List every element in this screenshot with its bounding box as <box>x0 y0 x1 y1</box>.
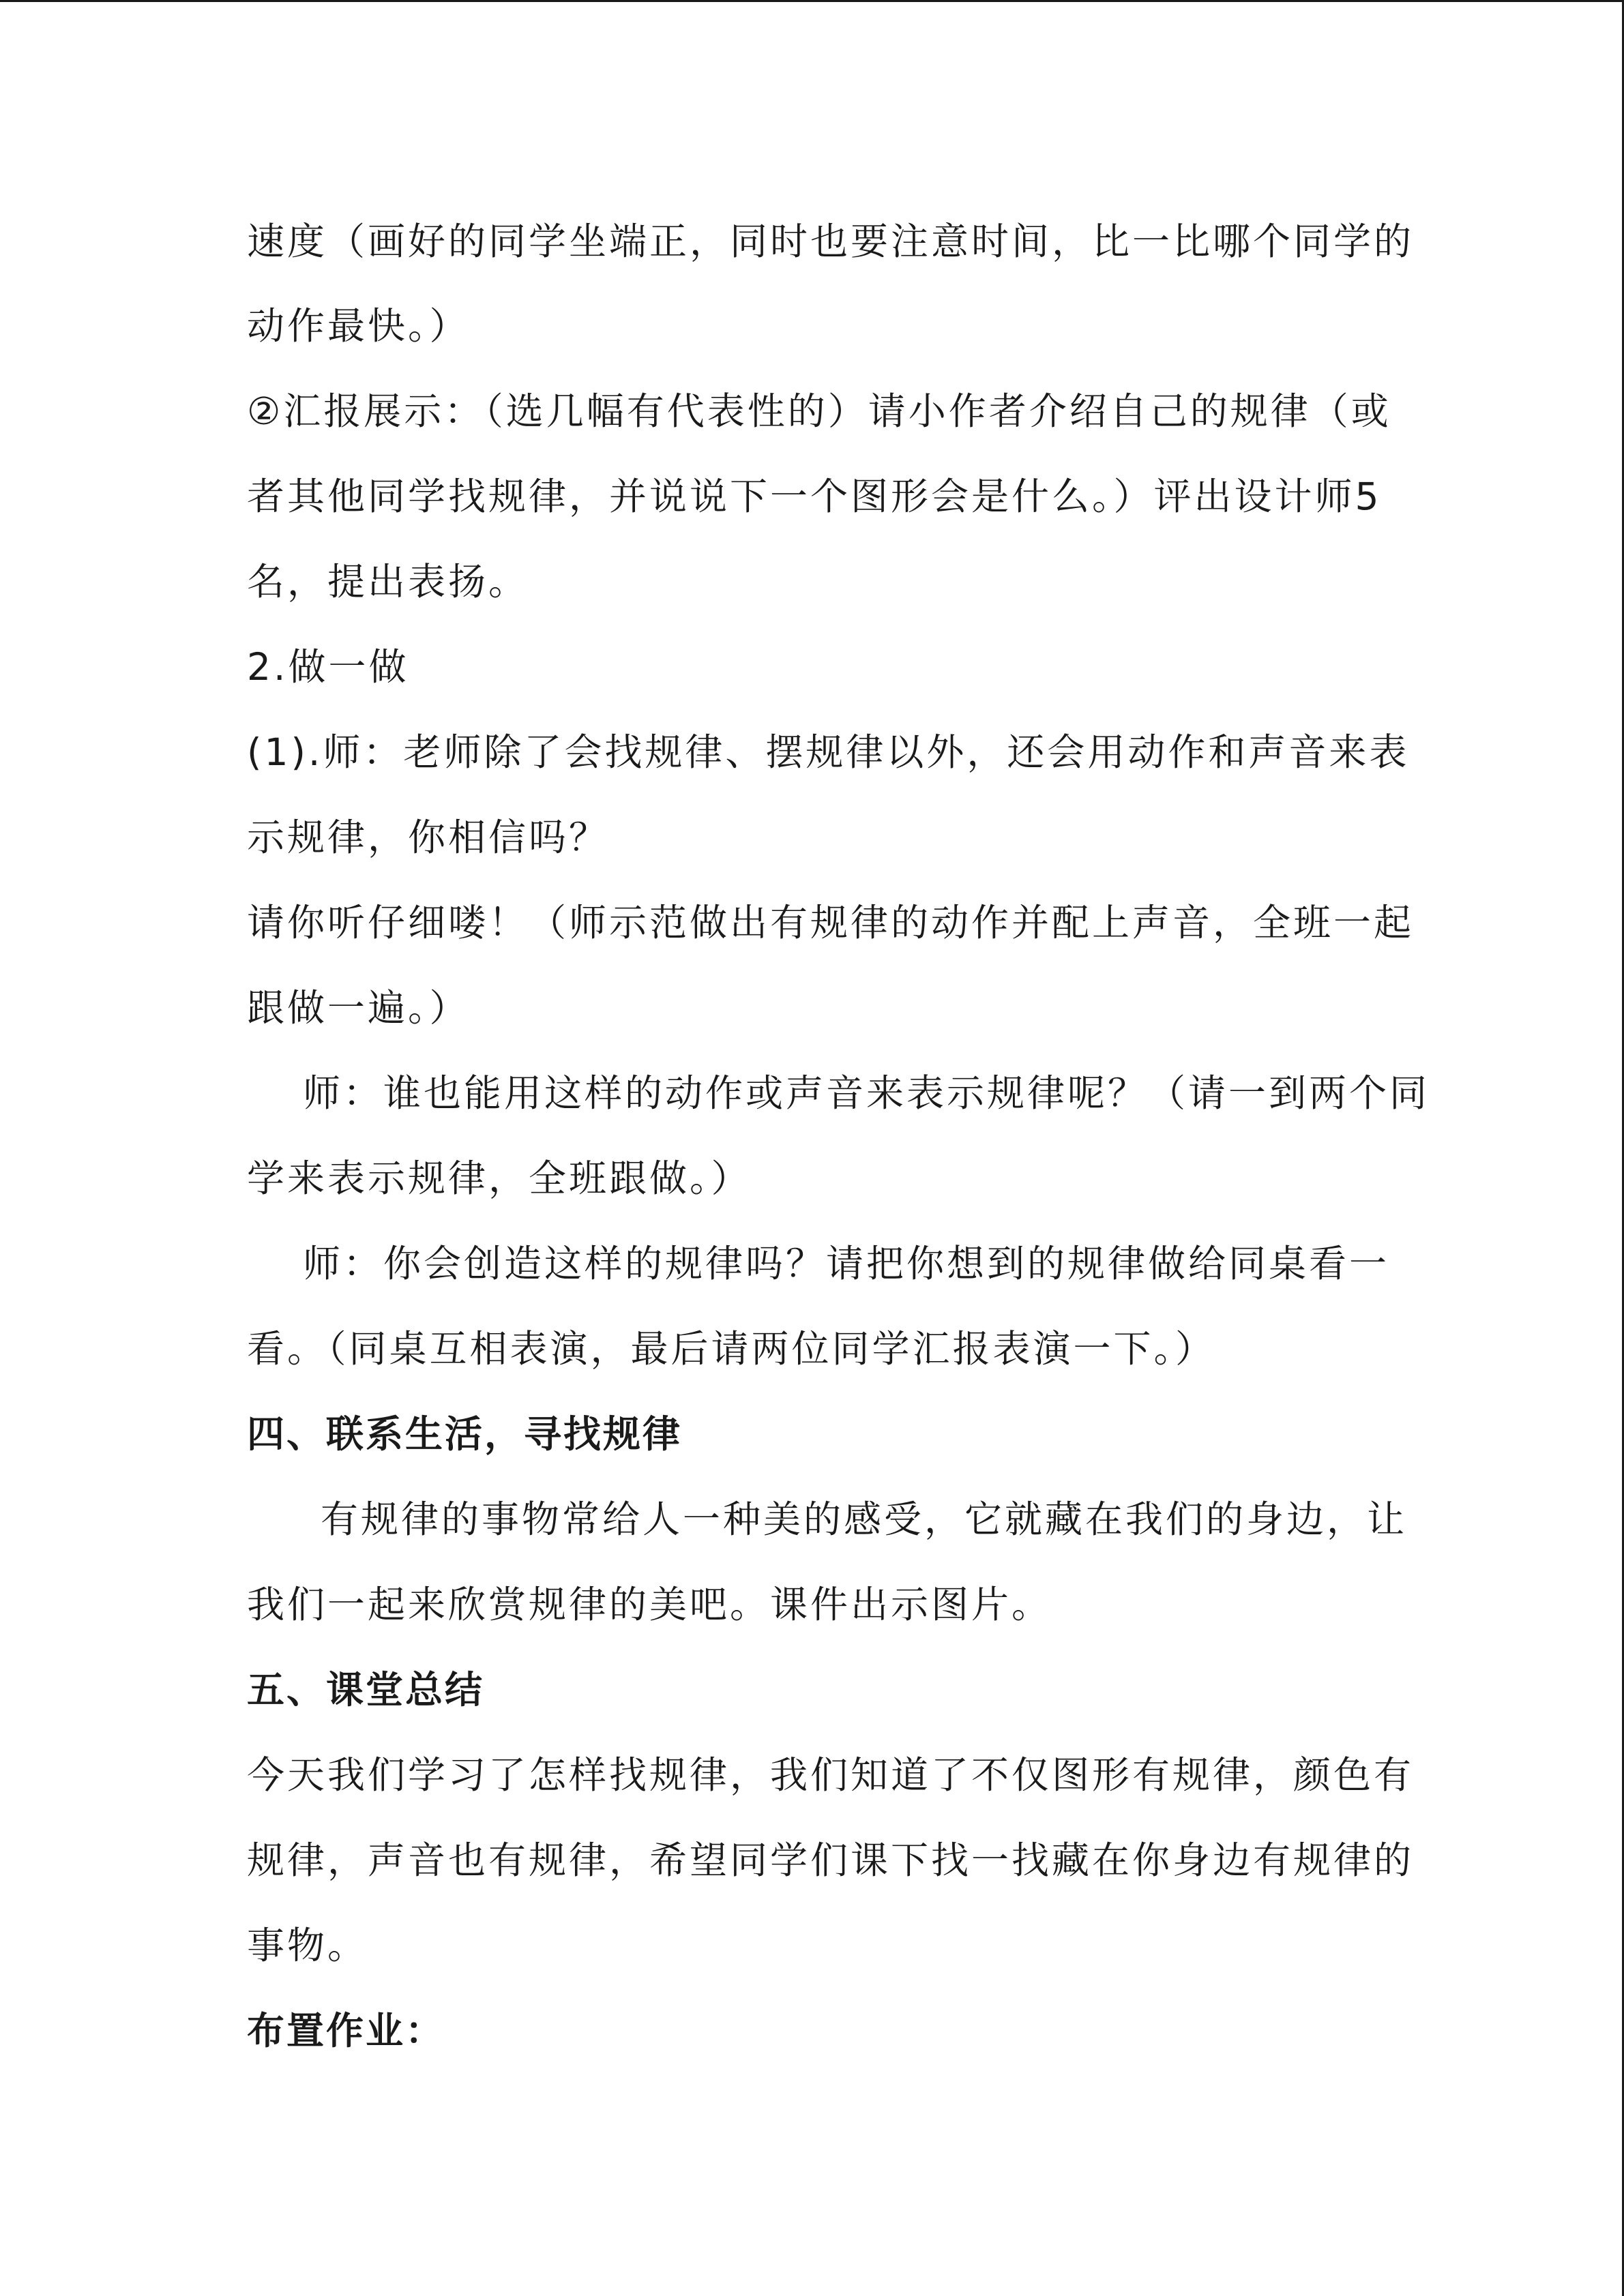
section-heading: 五、课堂总结 <box>247 1668 485 1712</box>
body-line: 速度（画好的同学坐端正，同时也要注意时间，比一比哪个同学的 <box>247 220 1415 263</box>
body-line: 我们一起来欣赏规律的美吧。课件出示图片。 <box>247 1583 1052 1626</box>
body-line: 动作最快。） <box>247 304 470 348</box>
body-line: (1).师：老师除了会找规律、摆规律以外，还会用动作和声音来表 <box>247 730 1410 774</box>
body-line: 名，提出表扬。 <box>247 560 529 603</box>
body-line: 师：谁也能用这样的动作或声音来表示规律呢？（请一到两个同 <box>303 1071 1430 1115</box>
body-line: 示规律，你相信吗？ <box>247 816 610 859</box>
body-line: 有规律的事物常给人一种美的感受，它就藏在我们的身边，让 <box>321 1497 1408 1541</box>
body-line: 学来表示规律，全班跟做。） <box>247 1157 752 1200</box>
section-heading: 四、联系生活，寻找规律 <box>247 1412 683 1456</box>
body-line: 今天我们学习了怎样找规律，我们知道了不仅图形有规律，颜色有 <box>247 1753 1415 1797</box>
section-subheading: 2.做一做 <box>247 645 409 689</box>
body-line: 师：你会创造这样的规律吗？请把你想到的规律做给同桌看一 <box>303 1242 1390 1285</box>
body-line: 事物。 <box>247 1924 368 1967</box>
body-line: ②汇报展示：（选几幅有代表性的）请小作者介绍自己的规律（或 <box>247 389 1391 433</box>
body-line: 请你听仔细喽！（师示范做出有规律的动作并配上声音，全班一起 <box>247 901 1415 944</box>
body-line: 规律，声音也有规律，希望同学们课下找一找藏在你身边有规律的 <box>247 1838 1415 1882</box>
section-heading: 布置作业： <box>247 2009 445 2053</box>
body-line: 者其他同学找规律，并说说下一个图形会是什么。）评出设计师5 <box>247 475 1382 518</box>
body-line: 看。（同桌互相表演，最后请两位同学汇报表演一下。） <box>247 1327 1216 1371</box>
body-line: 跟做一遍。） <box>247 986 470 1030</box>
